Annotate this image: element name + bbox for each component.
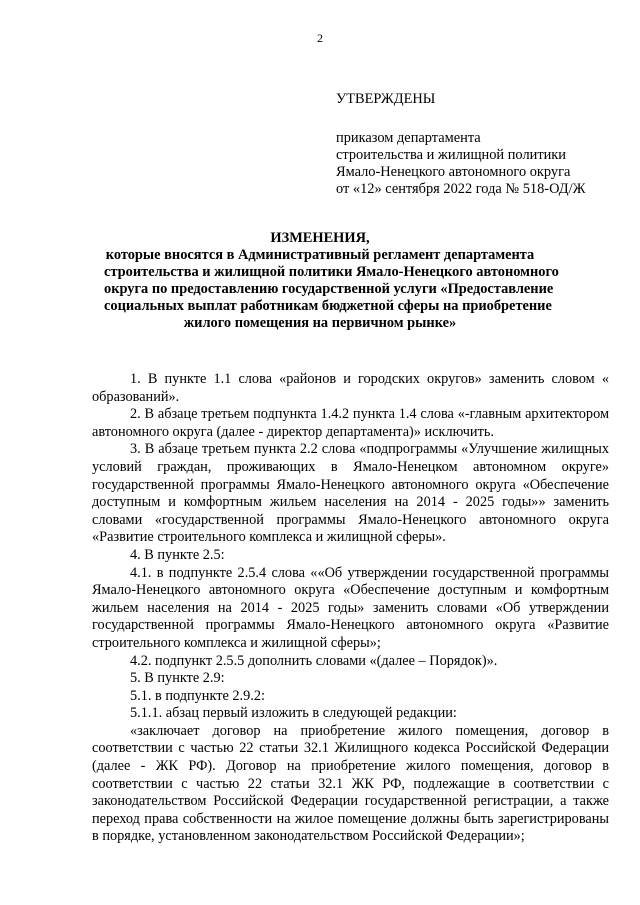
approval-block bbox=[336, 91, 626, 198]
heading-title: ИЗМЕНЕНИЯ, bbox=[270, 230, 370, 246]
approval-line: Ямало-Ненецкого автономного округа bbox=[336, 164, 571, 180]
document-body bbox=[92, 371, 609, 846]
heading-line: которые вносятся в Административный регламент департамента bbox=[105, 247, 535, 263]
page-number: 2 bbox=[317, 31, 323, 45]
paragraph-4: 4. В пункте 2.5: bbox=[130, 546, 225, 563]
approval-line: от «12» сентября 2022 года № 518-ОД/Ж bbox=[336, 181, 586, 197]
heading-line: жилого помещения на первичном рынке» bbox=[183, 315, 457, 331]
approval-line: строительства и жилищной политики bbox=[336, 147, 567, 163]
approval-title: УТВЕРЖДЕНЫ bbox=[336, 91, 436, 107]
approval-line: приказом департамента bbox=[336, 130, 481, 146]
heading-line: строительства и жилищной политики Ямало-Ненецкого автономного bbox=[104, 264, 559, 280]
paragraph-1: 1. В пункте 1.1 слова «районов и городских округов» заменить словом « образований». bbox=[92, 371, 609, 405]
paragraph-3: 3. В абзаце третьем пункта 2.2 слова «подпрограммы «Улучшение жилищных условий граждан, проживающих в Ямало-Ненецком автономном округе» государственной программы Ямало-Ненецкого автономного округа «Обеспечение доступным и комфортным жильем населения на 2014 - 2025 годы»» заменить словами «государственной программы Ямало-Ненецкого автономного округа «Развитие строительного комплекса и жилищной сферы». bbox=[92, 441, 609, 546]
heading-line: социальных выплат работникам бюджетной сферы на приобретение bbox=[104, 298, 552, 314]
paragraph-5-1: 5.1. в подпункте 2.9.2: bbox=[130, 687, 265, 704]
paragraph-4-1: 4.1. в подпункте 2.5.4 слова ««Об утверждении государственной программы Ямало-Ненецкого автономного округа «Обеспечение доступным и комфортным жильем населения на 2014 - 2025 годы» заменить словами «Об утверждении государственной программы Ямало-Ненецкого автономного округа «Развитие строительного комплекса и жилищной сферы»; bbox=[92, 564, 609, 651]
paragraph-2: 2. В абзаце третьем подпункта 1.4.2 пункта 1.4 слова «-главным архитектором автономного округа (далее - директор департамента)» исключить. bbox=[92, 406, 609, 440]
paragraph-5-1-1: 5.1.1. абзац первый изложить в следующей редакции: bbox=[130, 705, 457, 722]
heading-line: округа по предоставлению государственной услуги «Предоставление bbox=[104, 281, 554, 297]
paragraph-quote: «заключает договор на приобретение жилого помещения, договор в соответствии с частью 22 статьи 32.1 Жилищного кодекса Российской Федерации (далее - ЖК РФ). Договор на приобретение жилого помещения, договор в соответствии с частью 22 статьи 32.1 ЖК РФ, подлежащие в соответствии с законодательством Российской Федерации государственной регистрации, а также переход права собственности на жилое помещение должны быть зарегистрированы в порядке, установленном законодательством Российской Федерации»; bbox=[92, 722, 609, 845]
paragraph-5: 5. В пункте 2.9: bbox=[130, 670, 225, 687]
document-heading bbox=[104, 230, 559, 332]
paragraph-4-2: 4.2. подпункт 2.5.5 дополнить словами «(далее – Порядок)». bbox=[130, 652, 498, 669]
